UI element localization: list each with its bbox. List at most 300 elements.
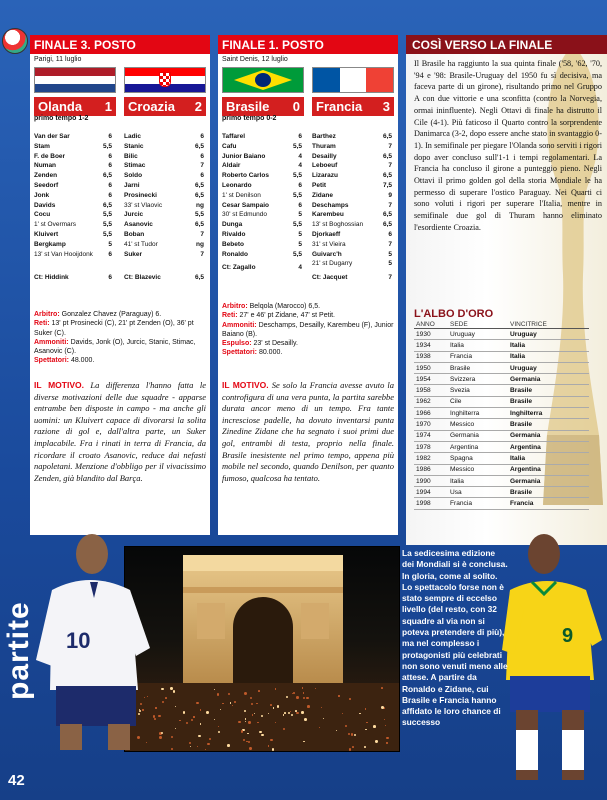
player-rating: 5,5 — [292, 142, 302, 150]
roster-row — [124, 142, 204, 152]
ronaldo-shirt-number: 9 — [562, 625, 574, 647]
coach-rating: 4 — [298, 264, 302, 272]
host-cell: Messico — [448, 464, 508, 475]
player-rating: 6,5 — [194, 191, 204, 199]
host-cell: Italia — [448, 475, 508, 486]
bookings-label: Ammoniti: — [222, 321, 257, 329]
player-name: 33' st Vlaovic — [124, 201, 163, 209]
year-cell: 1958 — [414, 385, 448, 396]
player-name: Leonardo — [222, 181, 252, 189]
sending-off-label: Espulso: — [222, 340, 252, 348]
player-name: Ronaldo — [222, 250, 248, 258]
player-rating: 7 — [200, 230, 204, 238]
referee-line — [34, 310, 206, 319]
roster-row — [34, 152, 112, 162]
flag-croatia — [124, 67, 206, 93]
match-title: FINALE 1. POSTO — [218, 35, 398, 54]
player-rating: 6 — [108, 152, 112, 160]
year-cell: 1970 — [414, 419, 448, 430]
spectators-label: Spettatori: — [222, 349, 257, 357]
player-rating: 6,5 — [382, 133, 392, 140]
player-name: Van der Sar — [34, 133, 70, 140]
player-rating: 6 — [108, 250, 112, 258]
player-rating: 6 — [108, 181, 112, 189]
zidane-player-photo — [30, 520, 160, 750]
roster-row — [312, 181, 392, 191]
player-name: Djorkaeff — [312, 230, 341, 238]
player-rating: 6 — [200, 152, 204, 160]
winner-cell: Brasile — [508, 487, 589, 498]
roster-row — [312, 259, 392, 269]
year-cell: 1954 — [414, 374, 448, 385]
roster-row — [222, 171, 302, 181]
roster-row — [312, 132, 392, 142]
commentary-label: IL MOTIVO. — [222, 380, 269, 390]
player-name: Stanic — [124, 142, 144, 150]
player-name: Jarni — [124, 181, 140, 189]
roster-row — [222, 181, 302, 191]
roster-row — [312, 220, 392, 230]
year-cell: 1986 — [414, 464, 448, 475]
player-rating: 6,5 — [382, 172, 392, 180]
brazil-globe-icon — [255, 73, 271, 87]
col-year: ANNO — [414, 321, 448, 329]
player-rating: 5,5 — [102, 142, 112, 150]
player-rating: 6,5 — [102, 201, 112, 209]
roster-row — [222, 240, 302, 250]
honours-row — [414, 430, 589, 441]
halftime-score: primo tempo 1-2 — [34, 115, 89, 122]
coach-row — [124, 273, 204, 283]
honours-row — [414, 385, 589, 396]
coach-rating: 6 — [108, 274, 112, 282]
section-title: COSÌ VERSO LA FINALE — [406, 35, 607, 54]
player-name: Cafu — [222, 142, 237, 150]
host-cell: Svizzera — [448, 374, 508, 385]
player-name: Kluivert — [34, 230, 59, 238]
player-rating: ng — [196, 201, 204, 209]
winner-cell: Uruguay — [508, 362, 589, 373]
roster-row — [34, 161, 112, 171]
year-cell: 1950 — [414, 362, 448, 373]
team-away-score: 3 — [382, 99, 390, 114]
honours-row — [414, 362, 589, 373]
away-roster — [124, 132, 204, 283]
roster-row — [34, 201, 112, 211]
roster-row — [124, 250, 204, 260]
year-cell: 1990 — [414, 475, 448, 486]
roster-row — [222, 220, 302, 230]
match-card-final — [218, 35, 398, 535]
team-away — [124, 97, 206, 116]
team-away-name: Croazia — [128, 99, 175, 114]
roster-row — [222, 210, 302, 220]
player-name: Roberto Carlos — [222, 172, 269, 180]
sending-off-line — [222, 339, 394, 348]
team-home — [222, 97, 304, 116]
bookings-line — [222, 321, 394, 340]
player-name: Cocu — [34, 211, 51, 219]
coach-row — [222, 263, 302, 273]
roster-row — [222, 142, 302, 152]
roster-row — [222, 250, 302, 260]
home-roster — [222, 132, 302, 273]
player-rating: 5 — [388, 250, 392, 258]
player-rating: 7 — [200, 162, 204, 170]
player-name: Bergkamp — [34, 240, 66, 248]
player-name: Stam — [34, 142, 50, 150]
player-name: Petit — [312, 181, 327, 189]
honours-row — [414, 351, 589, 362]
player-rating: 6,5 — [194, 142, 204, 150]
winner-cell: Inghilterra — [508, 408, 589, 419]
road-to-final-text: Il Brasile ha raggiunto la sua quinta finale ('58, '62, '70, '94 e '98: Brasile-Uruguay del 1950 fu sì decisiva, ma faceva parte di un girone), risultando primo nel Gruppo A con due vittorie e una sconfitta (contro la Norvegia, ormai ininfluente). Negli Ottavi di finale ha distrutto il Cile (4-1). Più faticoso il Quarto contro la sorprendente Danimarca (3-2, dopo essere anche stato in svantaggio 0-1). In semifinale per piegare l'Olanda sono serviti i rigori dopo aver concluso sull'1-1 i tempi regolamentari. La Francia ha concluso il girone a punteggio pieno. Negli Ottavi il primo golden gol della storia Mondiale le ha permesso di superare l'ostico Paraguay. Nei Quarti ci sono voluti i rigori per superare l'Italia, mentre in semifinale due gol di Thuram hanno eliminato l'esordiente Croazia. — [414, 59, 602, 232]
roster-row — [34, 191, 112, 201]
winner-cell: Italia — [508, 351, 589, 362]
roster-row — [312, 230, 392, 240]
roster-row — [312, 161, 392, 171]
player-rating: 7 — [388, 142, 392, 150]
host-cell: Usa — [448, 487, 508, 498]
player-name: Leboeuf — [312, 162, 338, 170]
host-cell: Svezia — [448, 385, 508, 396]
coach-name: Ct: Blazevic — [124, 274, 161, 282]
player-rating: 5 — [298, 240, 302, 248]
coach-row — [34, 273, 112, 283]
player-name: Numan — [34, 162, 57, 170]
player-name: Karembeu — [312, 211, 344, 219]
player-name: 41' st Tudor — [124, 240, 158, 248]
player-rating: 7 — [388, 201, 392, 209]
sending-off-value: 23' st Desailly. — [253, 340, 298, 348]
roster-row — [222, 191, 302, 201]
host-cell: Argentina — [448, 441, 508, 452]
roster-row — [34, 230, 112, 240]
roster-row — [312, 240, 392, 250]
flag-brazil — [222, 67, 304, 93]
match-commentary — [222, 380, 394, 484]
honours-table — [414, 321, 589, 510]
host-cell: Uruguay — [448, 329, 508, 340]
roster-row — [124, 152, 204, 162]
player-rating: 4 — [298, 162, 302, 170]
player-rating: 5,5 — [292, 250, 302, 258]
roster-row — [34, 240, 112, 250]
player-name: Cesar Sampaio — [222, 201, 269, 209]
home-roster — [34, 132, 112, 283]
bookings-value: Deschamps, Desailly, Karembeu (F), Junior Baiano (B). — [222, 321, 394, 338]
player-rating: 6 — [298, 133, 302, 140]
player-name: Seedorf — [34, 181, 59, 189]
host-cell: Inghilterra — [448, 408, 508, 419]
honours-row — [414, 396, 589, 407]
winner-cell: Italia — [508, 453, 589, 464]
referee-value: Belqola (Marocco) 6,5. — [249, 303, 321, 310]
roster-row — [124, 191, 204, 201]
year-cell: 1982 — [414, 453, 448, 464]
player-rating: 7,5 — [382, 181, 392, 189]
roster-row — [34, 250, 112, 260]
player-name: Asanovic — [124, 221, 153, 229]
player-rating: 5,5 — [292, 191, 302, 199]
host-cell: Italia — [448, 340, 508, 351]
player-rating: 6,5 — [382, 152, 392, 160]
winner-cell: Francia — [508, 498, 589, 509]
col-winner: VINCITRICE — [508, 321, 589, 329]
roster-row — [34, 210, 112, 220]
team-away — [312, 97, 394, 116]
albo-title: L'ALBO D'ORO — [414, 308, 494, 320]
player-name: Zenden — [34, 172, 58, 180]
croatia-coat-of-arms-icon — [159, 72, 171, 87]
player-name: 30' st Edmundo — [222, 211, 267, 219]
coach-name: Ct: Zagallo — [222, 264, 256, 272]
spectators-value: 80.000. — [258, 349, 283, 357]
roster-row — [124, 181, 204, 191]
player-name: Prosinecki — [124, 191, 157, 199]
bookings-line — [34, 338, 206, 357]
player-rating: 6 — [108, 191, 112, 199]
player-rating: 5,5 — [102, 230, 112, 238]
player-name: Suker — [124, 250, 143, 258]
year-cell: 1978 — [414, 441, 448, 452]
player-rating: 6 — [298, 201, 302, 209]
player-rating: 6,5 — [194, 221, 204, 229]
honours-row — [414, 464, 589, 475]
year-cell: 1930 — [414, 329, 448, 340]
goals-line — [34, 319, 206, 338]
match-date: Saint Denis, 12 luglio — [222, 56, 288, 63]
commentary-text: Se solo la Francia avesse avuto la controfigura di una vera punta, la partita sarebbe durata ancor meno di un tempo. Fra tante incresciose padelle, ha dovuto inventarsi punta Zinedine Zidane che ha segnato i suoi primi due gol, entrambi di testa, proprio nella finale. Brasile inesistente nel primo tempo, appena più mobile nel secondo, quando Denilson, per quanto fumoso, qualcosa ha tentato. — [222, 380, 395, 483]
referee-label: Arbitro: — [222, 303, 248, 310]
away-roster — [312, 132, 392, 283]
goals-line — [222, 311, 394, 320]
host-cell: Brasile — [448, 362, 508, 373]
player-name: Desailly — [312, 152, 337, 160]
roster-row — [124, 132, 204, 142]
roster-row — [222, 201, 302, 211]
roster-row — [124, 220, 204, 230]
roster-row — [34, 220, 112, 230]
honours-row — [414, 453, 589, 464]
coach-name: Ct: Hiddink — [34, 274, 69, 282]
player-rating: 5,5 — [292, 221, 302, 229]
roster-row — [312, 250, 392, 260]
player-rating: 7 — [200, 250, 204, 258]
year-cell: 1966 — [414, 408, 448, 419]
player-rating: 5,5 — [194, 211, 204, 219]
roster-row — [34, 142, 112, 152]
player-name: 1' st Denilson — [222, 191, 261, 199]
roster-row — [34, 181, 112, 191]
player-name: Aldair — [222, 162, 241, 170]
year-cell: 1934 — [414, 340, 448, 351]
side-label: partite — [2, 601, 35, 700]
match-title: FINALE 3. POSTO — [30, 35, 210, 54]
team-home — [34, 97, 116, 116]
page-number: 42 — [8, 772, 25, 789]
player-rating: 5 — [298, 230, 302, 238]
player-name: Barthez — [312, 133, 336, 140]
player-rating: 5 — [388, 260, 392, 268]
team-home-score: 1 — [104, 99, 112, 114]
player-rating: 6 — [298, 181, 302, 189]
team-away-name: Francia — [316, 99, 363, 114]
halftime-score: primo tempo 0-2 — [222, 115, 277, 122]
host-cell: Spagna — [448, 453, 508, 464]
year-cell: 1994 — [414, 487, 448, 498]
winner-cell: Germania — [508, 475, 589, 486]
roster-row — [312, 210, 392, 220]
year-cell: 1962 — [414, 396, 448, 407]
winner-cell: Brasile — [508, 419, 589, 430]
player-name: Rivaldo — [222, 230, 246, 238]
honours-row — [414, 419, 589, 430]
player-rating: 7 — [388, 240, 392, 248]
player-name: Thuram — [312, 142, 336, 150]
roster-row — [124, 171, 204, 181]
match-details — [34, 310, 206, 366]
player-name: Boban — [124, 230, 145, 238]
bookings-value: Davids, Jonk (O), Jurcic, Stanic, Stimac, Asanovic (C). — [34, 338, 196, 356]
goals-label: Reti: — [222, 312, 238, 320]
player-name: 13' st Van Hooijdonk — [34, 250, 93, 258]
goals-value: 13' pt Prosinecki (C), 21' pt Zenden (O), 36' pt Suker (C). — [34, 320, 194, 337]
host-cell: Cile — [448, 396, 508, 407]
player-name: Jonk — [34, 191, 50, 199]
player-rating: 7 — [388, 162, 392, 170]
roster-row — [312, 171, 392, 181]
player-rating: 6 — [108, 133, 112, 140]
goals-label: Reti: — [34, 320, 50, 328]
coach-row — [312, 273, 392, 283]
player-name: 1' st Overmars — [34, 221, 77, 229]
player-rating: 6 — [200, 133, 204, 140]
winner-cell: Uruguay — [508, 329, 589, 340]
match-date: Parigi, 11 luglio — [34, 56, 82, 63]
player-name: Junior Baiano — [222, 152, 266, 160]
player-name: Bebeto — [222, 240, 245, 248]
player-name: Bilic — [124, 152, 138, 160]
player-name: Stimac — [124, 162, 146, 170]
host-cell: Francia — [448, 498, 508, 509]
col-host: SEDE — [448, 321, 508, 329]
football-icon — [2, 28, 28, 54]
player-name: Lizarazu — [312, 172, 339, 180]
year-cell: 1998 — [414, 498, 448, 509]
roster-row — [124, 230, 204, 240]
player-name: Dunga — [222, 221, 243, 229]
honours-row — [414, 487, 589, 498]
player-name: Deschamps — [312, 201, 349, 209]
winner-cell: Argentina — [508, 441, 589, 452]
roster-row — [124, 201, 204, 211]
ronaldo-player-photo — [502, 520, 607, 790]
player-name: Taffarel — [222, 133, 245, 140]
honours-row — [414, 374, 589, 385]
match-card-third-place — [30, 35, 210, 535]
flag-france — [312, 67, 394, 93]
player-rating: 6,5 — [194, 181, 204, 189]
roster-row — [34, 132, 112, 142]
referee-label: Arbitro: — [34, 311, 60, 318]
match-details — [222, 302, 394, 358]
team-home-score: 0 — [292, 99, 300, 114]
host-cell: Germania — [448, 430, 508, 441]
honours-row — [414, 408, 589, 419]
coach-rating: 7 — [388, 274, 392, 282]
winner-cell: Brasile — [508, 396, 589, 407]
honours-row — [414, 475, 589, 486]
winner-cell: Germania — [508, 430, 589, 441]
player-name: Jurcic — [124, 211, 144, 219]
roster-row — [312, 142, 392, 152]
spectators-line — [222, 348, 394, 357]
player-rating: 6,5 — [102, 172, 112, 180]
goals-value: 27' e 46' pt Zidane, 47' st Petit. — [239, 312, 335, 320]
spectators-line — [34, 356, 206, 365]
honours-row — [414, 441, 589, 452]
winner-cell: Brasile — [508, 385, 589, 396]
roster-row — [124, 161, 204, 171]
commentary-label: IL MOTIVO. — [34, 380, 84, 390]
roster-row — [222, 230, 302, 240]
honours-row — [414, 329, 589, 340]
road-to-final-panel — [406, 35, 607, 545]
flag-netherlands — [34, 67, 116, 93]
player-rating: 5,5 — [292, 172, 302, 180]
player-name: 21' st Dugarry — [312, 260, 353, 268]
host-cell: Messico — [448, 419, 508, 430]
player-rating: 5,5 — [102, 211, 112, 219]
player-name: F. de Boer — [34, 152, 66, 160]
player-rating: 6,5 — [382, 221, 392, 229]
player-rating: 6 — [200, 172, 204, 180]
player-rating: 6,5 — [382, 211, 392, 219]
team-home-name: Brasile — [226, 99, 270, 114]
player-rating: 9 — [388, 191, 392, 199]
commentary-text: La differenza l'hanno fatta le diverse motivazioni delle due squadre - apparse entrambe ben disposte in campo - ma anche gli uomini: un Kluivert capace di divorarsi la solita razione di gol e, dall'altra parte, un Suker implacabile. Fra i rinati in terra di Francia, da ricordare il croato Asanovic, reduce dai nefasti napoletani. Menzione d'obbligo per il vivacissimo Zenden, già blandito dal Barça. — [34, 380, 206, 483]
coach-rating: 6,5 — [194, 274, 204, 282]
player-name: Guivarc'h — [312, 250, 342, 258]
photo-caption: La sedicesima edizione dei Mondiali si è conclusa. In gloria, come al solito. Lo spettacolo forse non è stato sempre di eccelso livello (del resto, con 32 squadre al via non si poteva pretendere di più), ma nel complesso i protagonisti più celebrati non sono venuti meno alle attese. A partire da Ronaldo e Zidane, cui Brasile e Francia hanno affidato le loro chance di successo — [402, 548, 508, 728]
spectators-value: 48.000. — [70, 357, 95, 365]
winner-cell: Italia — [508, 340, 589, 351]
honours-row — [414, 340, 589, 351]
player-name: Soldo — [124, 172, 143, 180]
match-commentary — [34, 380, 206, 484]
roster-row — [312, 152, 392, 162]
winner-cell: Germania — [508, 374, 589, 385]
arc-de-triomphe-photo — [124, 546, 400, 752]
referee-value: Gonzalez Chavez (Paraguay) 6. — [61, 311, 162, 318]
player-rating: 5,5 — [102, 221, 112, 229]
roster-row — [222, 152, 302, 162]
player-name: Ladic — [124, 133, 141, 140]
roster-row — [124, 240, 204, 250]
year-cell: 1938 — [414, 351, 448, 362]
referee-line — [222, 302, 394, 311]
roster-row — [312, 201, 392, 211]
player-rating: ng — [196, 240, 204, 248]
player-name: Davids — [34, 201, 56, 209]
honours-row — [414, 498, 589, 509]
zidane-shirt-number: 10 — [66, 628, 91, 653]
host-cell: Francia — [448, 351, 508, 362]
roster-row — [124, 210, 204, 220]
team-home-name: Olanda — [38, 99, 83, 114]
player-rating: 4 — [298, 152, 302, 160]
